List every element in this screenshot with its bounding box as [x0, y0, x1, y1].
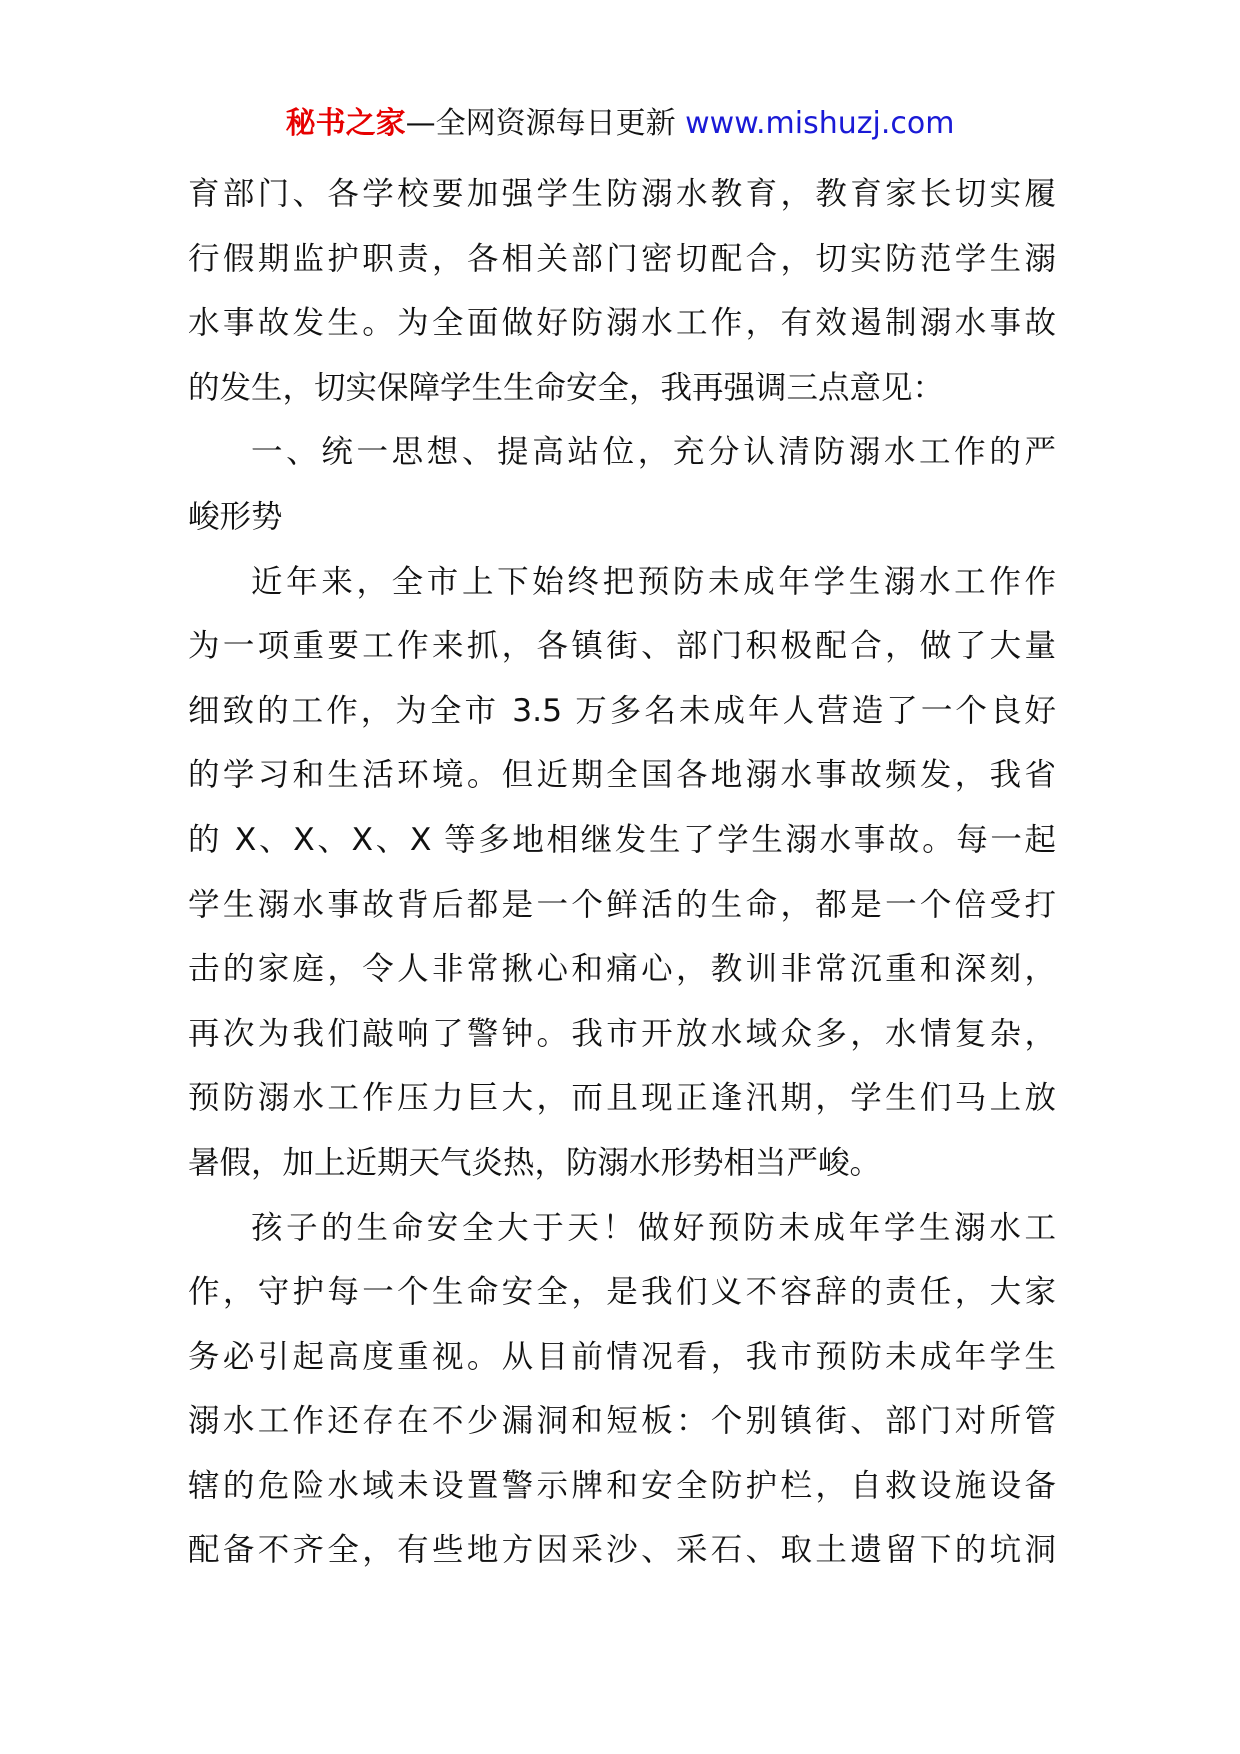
text-line: 为一项重要工作来抓，各镇街、部门积极配合，做了大量	[188, 628, 1056, 665]
text-line: 再次为我们敲响了警钟。我市开放水域众多，水情复杂，	[188, 1015, 1056, 1052]
text-line: 击的家庭，令人非常揪心和痛心，教训非常沉重和深刻，	[188, 951, 1056, 988]
section-heading-line: 一、统一思想、提高站位，充分认清防溺水工作的严	[251, 434, 1056, 471]
text-line: 近年来，全市上下始终把预防未成年学生溺水工作作	[251, 563, 1056, 600]
text-line: 学生溺水事故背后都是一个鲜活的生命，都是一个倍受打	[188, 886, 1056, 923]
text-line: 的发生，切实保障学生生命安全，我再强调三点意见：	[188, 369, 945, 406]
text-line: 育部门、各学校要加强学生防溺水教育，教育家长切实履	[188, 176, 1056, 212]
text-line: 暑假，加上近期天气炎热，防溺水形势相当严峻。	[188, 1144, 882, 1181]
text-line: 务必引起高度重视。从目前情况看，我市预防未成年学生	[188, 1338, 1056, 1375]
site-brand: 秘书之家	[285, 106, 406, 141]
text-line: 水事故发生。为全面做好防溺水工作，有效遏制溺水事故	[188, 305, 1056, 342]
text-line: 的 X、X、X、X 等多地相继发生了学生溺水事故。每一起	[188, 821, 1056, 858]
section-heading-line: 峻形势	[188, 498, 283, 535]
text-line: 细致的工作，为全市 3.5 万多名未成年人营造了一个良好	[188, 692, 1056, 729]
site-url-link[interactable]: www.mishuzj.com	[685, 106, 955, 141]
text-line: 配备不齐全，有些地方因采沙、采石、取土遗留下的坑洞	[188, 1532, 1056, 1569]
text-line: 孩子的生命安全大于天！做好预防未成年学生溺水工	[251, 1209, 1056, 1246]
document-body	[188, 162, 1056, 1583]
text-line: 的学习和生活环境。但近期全国各地溺水事故频发，我省	[188, 757, 1056, 794]
text-line: 行假期监护职责，各相关部门密切配合，切实防范学生溺	[188, 240, 1056, 277]
site-slogan: —全网资源每日更新	[405, 106, 676, 141]
text-line: 预防溺水工作压力巨大，而且现正逢汛期，学生们马上放	[188, 1080, 1056, 1117]
site-header	[0, 102, 1240, 146]
text-line: 作，守护每一个生命安全，是我们义不容辞的责任，大家	[188, 1274, 1056, 1311]
text-line: 溺水工作还存在不少漏洞和短板：个别镇街、部门对所管	[188, 1403, 1056, 1440]
text-line: 辖的危险水域未设置警示牌和安全防护栏，自救设施设备	[188, 1467, 1056, 1504]
